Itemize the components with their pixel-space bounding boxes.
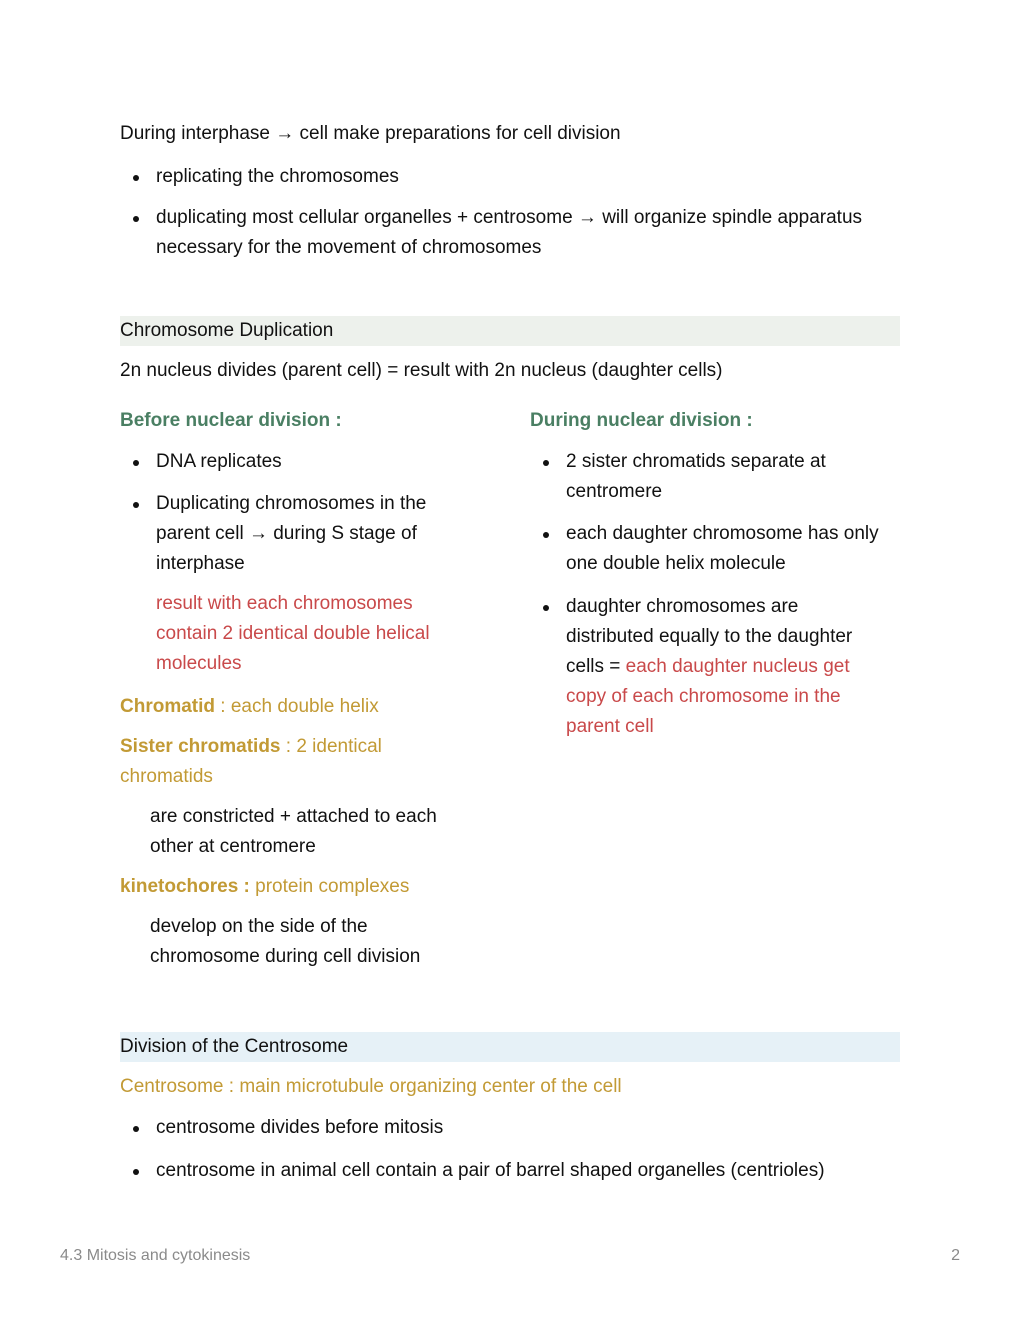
sister-chromatids-note: other at centromere	[150, 836, 316, 857]
sister-chromatids-term: Sister chromatids	[120, 736, 281, 757]
sister-chromatids-note: are constricted + attached to each	[150, 806, 437, 827]
bullet-dot	[543, 460, 549, 466]
sister-chromatids-definition-cont: chromatids	[120, 766, 213, 787]
kinetochores-note: develop on the side of the	[150, 916, 368, 937]
daughter-nucleus-note: each daughter nucleus get	[625, 656, 850, 677]
section1-summary: 2n nucleus divides (parent cell) = result with 2n nucleus (daughter cells)	[120, 360, 723, 381]
result-note: molecules	[156, 653, 242, 674]
kinetochores-definition: kinetochores : protein complexes	[120, 876, 410, 897]
footer-page-number: 2	[951, 1247, 960, 1264]
bullet-dot	[133, 1126, 139, 1132]
section-heading-division-of-centrosome: Division of the Centrosome	[120, 1032, 900, 1062]
bullet-dot	[543, 532, 549, 538]
chromatid-definition: Chromatid : each double helix	[120, 696, 379, 717]
section-heading-chromosome-duplication: Chromosome Duplication	[120, 316, 900, 346]
bullet-dot	[133, 460, 139, 466]
result-note: contain 2 identical double helical	[156, 623, 430, 644]
result-note: result with each chromosomes	[156, 593, 413, 614]
bullet-dot	[133, 175, 139, 181]
intro-lead: During interphase → cell make preparations for cell division	[120, 123, 621, 144]
during-division-heading: During nuclear division :	[530, 410, 753, 431]
sister-chromatids-definition: Sister chromatids : 2 identical	[120, 736, 382, 757]
bullet-dot	[133, 1169, 139, 1175]
footer-chapter-title: 4.3 Mitosis and cytokinesis	[60, 1247, 251, 1264]
bullet-dot	[543, 605, 549, 611]
centrosome-definition: Centrosome : main microtubule organizing center of the cell	[120, 1076, 622, 1097]
kinetochores-note: chromosome during cell division	[150, 946, 421, 967]
before-division-heading: Before nuclear division :	[120, 410, 342, 431]
document-page: During interphase → cell make preparations for cell division replicating the chromosomes duplicating most cellular organelles + centrosome → will organize spindle apparatus necessary for the movement of chromosomes Chromosome Duplication 2n nucleus divides (parent cell) = result with 2n nucleus (daughter cells) Before nuclear division : DNA replicates Duplicating chromosomes in the parent cell → during S stage of interphase result with each chromosomes contain 2 identical double helical molecules Chromatid : each double helix Sister chromatids : 2 identical chromatids are constricted + attached to each other at centromere kinetochores : protein complexes develop on the side of the chromosome during cell division During nuclear division : 2 sister chromatids separate at centromere each daughter chromosome has only one double helix molecule daughter chromosomes are distributed equally to the daughter cells = each daughter nucleus get copy of each chromosome in the parent cell Division of the Centrosome Centrosome : main microtubule organizing center of the cell centrosome divides before mitosis centrosome in animal cell contain a pair of barrel shaped organelles (centrioles)	[120, 0, 900, 1320]
chromatid-term: Chromatid	[120, 696, 215, 717]
bullet-dot	[133, 216, 139, 222]
kinetochores-term: kinetochores :	[120, 876, 250, 897]
bullet-dot	[133, 502, 139, 508]
